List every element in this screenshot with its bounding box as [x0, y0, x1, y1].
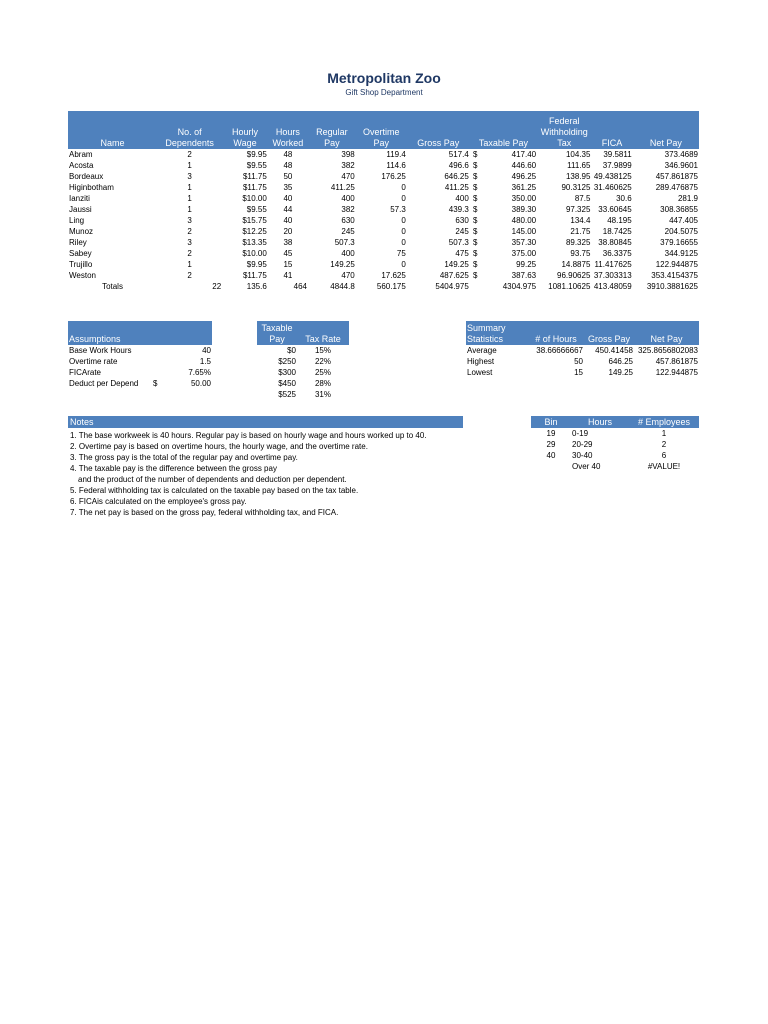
- table-row: [68, 270, 699, 281]
- table-cell: 7.65%: [188, 368, 211, 377]
- table-cell: 387.63: [511, 271, 537, 280]
- table-cell: 350.00: [511, 194, 537, 203]
- table-cell: 20: [283, 227, 293, 236]
- table-cell: Over 40: [572, 462, 601, 471]
- table-cell: $: [153, 379, 158, 388]
- table-cell: 0: [401, 194, 406, 203]
- table-cell: $: [473, 227, 478, 236]
- table-cell: 204.5075: [664, 227, 698, 236]
- table-cell: 87.5: [574, 194, 591, 203]
- table-cell: 289.476875: [655, 183, 698, 192]
- notes-list: [70, 430, 490, 518]
- table-cell: $13.35: [242, 238, 267, 247]
- table-cell: 15: [283, 260, 293, 269]
- table-cell: 560.175: [376, 282, 406, 291]
- table-cell: Base Work Hours: [69, 346, 132, 355]
- table-cell: 50: [283, 172, 293, 181]
- table-cell: $: [473, 161, 478, 170]
- table-row: [466, 367, 699, 378]
- table-cell: 39.5811: [603, 150, 632, 159]
- table-row: [68, 149, 699, 160]
- table-cell: 99.25: [516, 260, 537, 269]
- table-cell: 1: [187, 161, 192, 170]
- note-line: 1. The base workweek is 40 hours. Regular pay is based on hourly wage and hours worked up to 40.: [70, 431, 427, 440]
- column-header: Hours: [571, 416, 629, 428]
- note-line: 3. The gross pay is the total of the regular pay and overtime pay.: [70, 453, 298, 462]
- table-row: [531, 439, 699, 450]
- table-cell: Deduct per Depend: [69, 379, 139, 388]
- table-cell: 31.460625: [593, 183, 632, 192]
- table-cell: [531, 461, 571, 472]
- table-cell: 145.00: [511, 227, 537, 236]
- table-cell: 475: [455, 249, 469, 258]
- table-row: [68, 345, 212, 356]
- table-cell: 119.4: [386, 150, 406, 159]
- table-cell: $9.55: [246, 205, 267, 214]
- table-cell: 2: [187, 227, 192, 236]
- table-cell: 21.75: [570, 227, 591, 236]
- table-cell: 2: [187, 150, 192, 159]
- table-cell: 38.80845: [598, 238, 632, 247]
- table-cell: $: [473, 150, 478, 159]
- table-cell: 96.90625: [557, 271, 591, 280]
- table-cell: 93.75: [570, 249, 591, 258]
- table-cell: 29: [546, 440, 556, 449]
- tax-rate-table: [257, 321, 349, 400]
- table-cell: 122.944875: [655, 368, 698, 377]
- table-cell: #VALUE!: [647, 462, 681, 471]
- table-cell: 3: [187, 216, 192, 225]
- table-row: [68, 237, 699, 248]
- table-cell: 507.3: [334, 238, 355, 247]
- table-cell: $0: [287, 346, 296, 355]
- table-row: [68, 378, 212, 389]
- table-cell: 44: [283, 205, 293, 214]
- table-cell: 1: [661, 429, 667, 438]
- table-cell: 308.36855: [660, 205, 698, 214]
- column-header: Net Pay: [634, 321, 699, 345]
- table-cell: Weston: [69, 271, 96, 280]
- table-row: [68, 171, 699, 182]
- table-cell: 1081.10625: [548, 282, 591, 291]
- table-cell: 0-19: [572, 429, 589, 438]
- table-cell: 57.3: [390, 205, 406, 214]
- table-cell: Abram: [69, 150, 93, 159]
- table-cell: 3: [187, 172, 192, 181]
- notes-header: Notes: [68, 416, 463, 428]
- table-cell: 114.6: [386, 161, 406, 170]
- table-cell: 3910.3881625: [646, 282, 698, 291]
- table-cell: 30-40: [572, 451, 593, 460]
- note-line: 2. Overtime pay is based on overtime hours, the hourly wage, and the overtime rate.: [70, 442, 368, 451]
- table-cell: 1: [187, 205, 192, 214]
- employee-pay-table: [68, 111, 699, 292]
- table-cell: 1.5: [199, 357, 211, 366]
- table-cell: 398: [341, 150, 355, 159]
- column-header: Taxable Pay: [470, 111, 537, 149]
- table-cell: 40: [283, 194, 293, 203]
- column-header: Federal Withholding Tax: [537, 111, 591, 149]
- table-cell: Jaussi: [69, 205, 92, 214]
- totals-row: [68, 281, 699, 292]
- table-row: [68, 182, 699, 193]
- table-cell: 40: [202, 346, 211, 355]
- table-cell: 48.195: [607, 216, 632, 225]
- table-cell: $450: [278, 379, 296, 388]
- table-cell: Higinbotham: [69, 183, 114, 192]
- table-cell: $250: [278, 357, 296, 366]
- table-cell: 281.9: [677, 194, 698, 203]
- table-cell: $: [473, 271, 478, 280]
- table-cell: 30.6: [616, 194, 632, 203]
- table-cell: 447.405: [669, 216, 698, 225]
- table-cell: $10.00: [242, 194, 267, 203]
- table-cell: 41: [283, 271, 293, 280]
- table-cell: 18.7425: [602, 227, 632, 236]
- note-line: 7. The net pay is based on the gross pay, federal withholding tax, and FICA.: [70, 508, 339, 517]
- table-cell: 0: [401, 260, 406, 269]
- table-cell: Acosta: [69, 161, 94, 170]
- table-cell: 3: [187, 238, 192, 247]
- table-cell: $15.75: [242, 216, 267, 225]
- table-cell: 35: [283, 183, 293, 192]
- table-cell: 40: [283, 216, 293, 225]
- table-cell: 14.8875: [561, 260, 591, 269]
- table-cell: 517.4: [448, 150, 469, 159]
- table-row: [257, 367, 349, 378]
- table-cell: 5404.975: [435, 282, 469, 291]
- table-cell: 50.00: [190, 379, 211, 388]
- column-header: Taxable Pay: [257, 321, 297, 345]
- table-cell: Ling: [69, 216, 85, 225]
- table-cell: 470: [341, 172, 355, 181]
- table-cell: 138.95: [565, 172, 591, 181]
- table-cell: 22%: [314, 357, 331, 366]
- table-cell: 382: [341, 161, 355, 170]
- table-cell: $9.55: [246, 161, 267, 170]
- table-cell: 2: [661, 440, 667, 449]
- table-cell: 11.417625: [594, 260, 632, 269]
- assumptions-table: [68, 321, 212, 389]
- page-title: Metropolitan Zoo: [327, 70, 441, 86]
- table-cell: $: [473, 238, 478, 247]
- table-cell: $12.25: [242, 227, 267, 236]
- table-cell: 22: [212, 282, 222, 291]
- table-cell: 446.60: [511, 161, 537, 170]
- column-header: Hours Worked: [268, 111, 308, 149]
- table-cell: 0: [401, 183, 406, 192]
- table-cell: 31%: [314, 390, 331, 399]
- table-cell: 134.4: [570, 216, 591, 225]
- table-cell: 20-29: [572, 440, 593, 449]
- table-cell: [152, 345, 164, 356]
- table-cell: 375.00: [511, 249, 537, 258]
- table-cell: $: [473, 260, 478, 269]
- column-header: Regular Pay: [308, 111, 356, 149]
- table-cell: $: [473, 249, 478, 258]
- assumptions-header: Assumptions: [68, 321, 212, 345]
- table-cell: 646.25: [444, 172, 469, 181]
- table-cell: 389.30: [511, 205, 537, 214]
- table-cell: 379.16655: [660, 238, 698, 247]
- table-cell: 245: [455, 227, 469, 236]
- table-cell: $: [473, 183, 478, 192]
- table-row: [68, 226, 699, 237]
- table-cell: 135.6: [246, 282, 267, 291]
- table-cell: 149.25: [608, 368, 633, 377]
- column-header: Tax Rate: [297, 321, 349, 345]
- table-cell: Munoz: [69, 227, 94, 236]
- table-cell: Highest: [467, 357, 495, 366]
- table-cell: 75: [396, 249, 406, 258]
- table-cell: 2: [187, 271, 192, 280]
- table-cell: 400: [455, 194, 469, 203]
- table-cell: Ianziti: [69, 194, 90, 203]
- table-cell: 496.25: [511, 172, 537, 181]
- table-cell: $525: [278, 390, 296, 399]
- table-cell: 33.60645: [598, 205, 632, 214]
- table-cell: 630: [341, 216, 355, 225]
- table-row: [68, 193, 699, 204]
- column-header: Summary Statistics: [466, 321, 528, 345]
- table-cell: 450.41458: [595, 346, 633, 355]
- table-row: [68, 367, 212, 378]
- table-cell: 464: [293, 282, 307, 291]
- column-header: Name: [68, 111, 157, 149]
- table-cell: 1: [187, 260, 192, 269]
- table-cell: 487.625: [439, 271, 469, 280]
- table-cell: 411.25: [444, 183, 469, 192]
- table-row: [466, 356, 699, 367]
- table-row: [68, 160, 699, 171]
- table-cell: 40: [546, 451, 556, 460]
- table-cell: [152, 367, 164, 378]
- table-cell: 0: [401, 216, 406, 225]
- table-cell: $: [473, 216, 478, 225]
- table-row: [68, 248, 699, 259]
- column-header: Gross Pay: [407, 111, 470, 149]
- note-line: 5. Federal withholding tax is calculated on the taxable pay based on the tax table.: [70, 486, 359, 495]
- table-row: [68, 215, 699, 226]
- table-cell: 111.65: [567, 161, 591, 170]
- table-cell: 15%: [314, 346, 331, 355]
- table-cell: 4304.975: [502, 282, 537, 291]
- table-cell: 496.6: [448, 161, 469, 170]
- table-cell: 19: [546, 429, 556, 438]
- table-cell: 50: [574, 357, 583, 366]
- table-cell: 245: [341, 227, 355, 236]
- table-cell: FICArate: [69, 368, 102, 377]
- table-cell: 38.66666667: [536, 346, 583, 355]
- table-cell: 325.8656802083: [637, 346, 698, 355]
- table-cell: 361.25: [511, 183, 537, 192]
- table-cell: Trujillo: [69, 260, 93, 269]
- hours-bin-table: [531, 416, 699, 472]
- table-row: [68, 204, 699, 215]
- table-row: [68, 259, 699, 270]
- table-cell: 149.25: [444, 260, 469, 269]
- table-cell: 48: [283, 150, 293, 159]
- table-cell: 439.3: [448, 205, 469, 214]
- column-header: Gross Pay: [584, 321, 634, 345]
- table-cell: Riley: [69, 238, 87, 247]
- table-cell: $10.00: [242, 249, 267, 258]
- table-cell: [152, 356, 164, 367]
- table-cell: 1: [187, 183, 192, 192]
- table-cell: 97.325: [565, 205, 591, 214]
- table-cell: 413.48059: [593, 282, 632, 291]
- table-cell: 470: [341, 271, 355, 280]
- table-cell: 400: [341, 194, 355, 203]
- table-cell: 176.25: [381, 172, 406, 181]
- table-cell: 411.25: [330, 183, 355, 192]
- table-cell: $: [473, 205, 478, 214]
- table-cell: 38: [283, 238, 293, 247]
- table-cell: 646.25: [608, 357, 633, 366]
- page-subtitle: Gift Shop Department: [345, 88, 423, 97]
- table-cell: $: [473, 172, 478, 181]
- table-cell: Average: [467, 346, 497, 355]
- table-cell: 28%: [314, 379, 331, 388]
- table-cell: $: [473, 194, 478, 203]
- table-row: [531, 461, 699, 472]
- table-cell: 457.861875: [655, 172, 698, 181]
- table-cell: Totals: [102, 282, 123, 291]
- summary-statistics-table: [466, 321, 699, 378]
- table-cell: 346.9601: [664, 161, 698, 170]
- note-line: 4. The taxable pay is the difference between the gross pay: [70, 464, 277, 473]
- table-cell: 45: [283, 249, 293, 258]
- table-cell: 0: [401, 227, 406, 236]
- column-header: Overtime Pay: [356, 111, 407, 149]
- table-cell: 48: [283, 161, 293, 170]
- table-cell: 17.625: [381, 271, 406, 280]
- table-cell: $9.95: [246, 260, 267, 269]
- table-cell: 15: [574, 368, 583, 377]
- table-cell: 357.30: [511, 238, 537, 247]
- table-cell: $11.75: [242, 172, 267, 181]
- table-cell: 37.9899: [602, 161, 632, 170]
- note-line: and the product of the number of dependents and deduction per dependent.: [78, 475, 347, 484]
- table-cell: 89.325: [565, 238, 591, 247]
- column-header: # of Hours: [528, 321, 584, 345]
- table-cell: Sabey: [69, 249, 92, 258]
- table-row: [68, 356, 212, 367]
- table-cell: 90.3125: [561, 183, 591, 192]
- column-header: # Employees: [629, 416, 699, 428]
- table-cell: Lowest: [467, 368, 493, 377]
- column-header: FICA: [591, 111, 632, 149]
- table-row: [466, 345, 699, 356]
- table-cell: Overtime rate: [69, 357, 118, 366]
- table-cell: 37.303313: [593, 271, 632, 280]
- table-cell: $11.75: [242, 271, 267, 280]
- table-cell: 373.4689: [664, 150, 698, 159]
- table-row: [257, 345, 349, 356]
- table-row: [531, 450, 699, 461]
- table-cell: 2: [187, 249, 192, 258]
- table-cell: $9.95: [246, 150, 267, 159]
- table-cell: 344.9125: [664, 249, 698, 258]
- column-header: No. of Dependents: [157, 111, 222, 149]
- table-cell: 457.861875: [655, 357, 698, 366]
- table-cell: 122.944875: [655, 260, 698, 269]
- table-cell: 353.4154375: [651, 271, 698, 280]
- table-cell: 36.3375: [602, 249, 632, 258]
- table-cell: 382: [341, 205, 355, 214]
- table-row: [257, 378, 349, 389]
- table-cell: 104.35: [565, 150, 591, 159]
- note-line: 6. FICAis calculated on the employee's gross pay.: [70, 497, 247, 506]
- table-cell: 480.00: [511, 216, 537, 225]
- table-row: [531, 428, 699, 439]
- table-cell: 400: [341, 249, 355, 258]
- table-cell: 630: [455, 216, 469, 225]
- table-cell: 6: [661, 451, 667, 460]
- table-cell: $11.75: [242, 183, 267, 192]
- table-row: [257, 356, 349, 367]
- table-cell: 507.3: [448, 238, 469, 247]
- table-cell: 0: [401, 238, 406, 247]
- table-cell: Bordeaux: [69, 172, 104, 181]
- table-cell: 417.40: [511, 150, 537, 159]
- table-cell: $300: [278, 368, 296, 377]
- column-header: Bin: [531, 416, 571, 428]
- column-header: Hourly Wage: [222, 111, 268, 149]
- table-cell: 25%: [314, 368, 331, 377]
- table-cell: 149.25: [330, 260, 355, 269]
- table-row: [257, 389, 349, 400]
- table-cell: 4844.8: [330, 282, 355, 291]
- column-header: Net Pay: [633, 111, 699, 149]
- table-cell: 1: [187, 194, 192, 203]
- table-cell: 49.438125: [593, 172, 632, 181]
